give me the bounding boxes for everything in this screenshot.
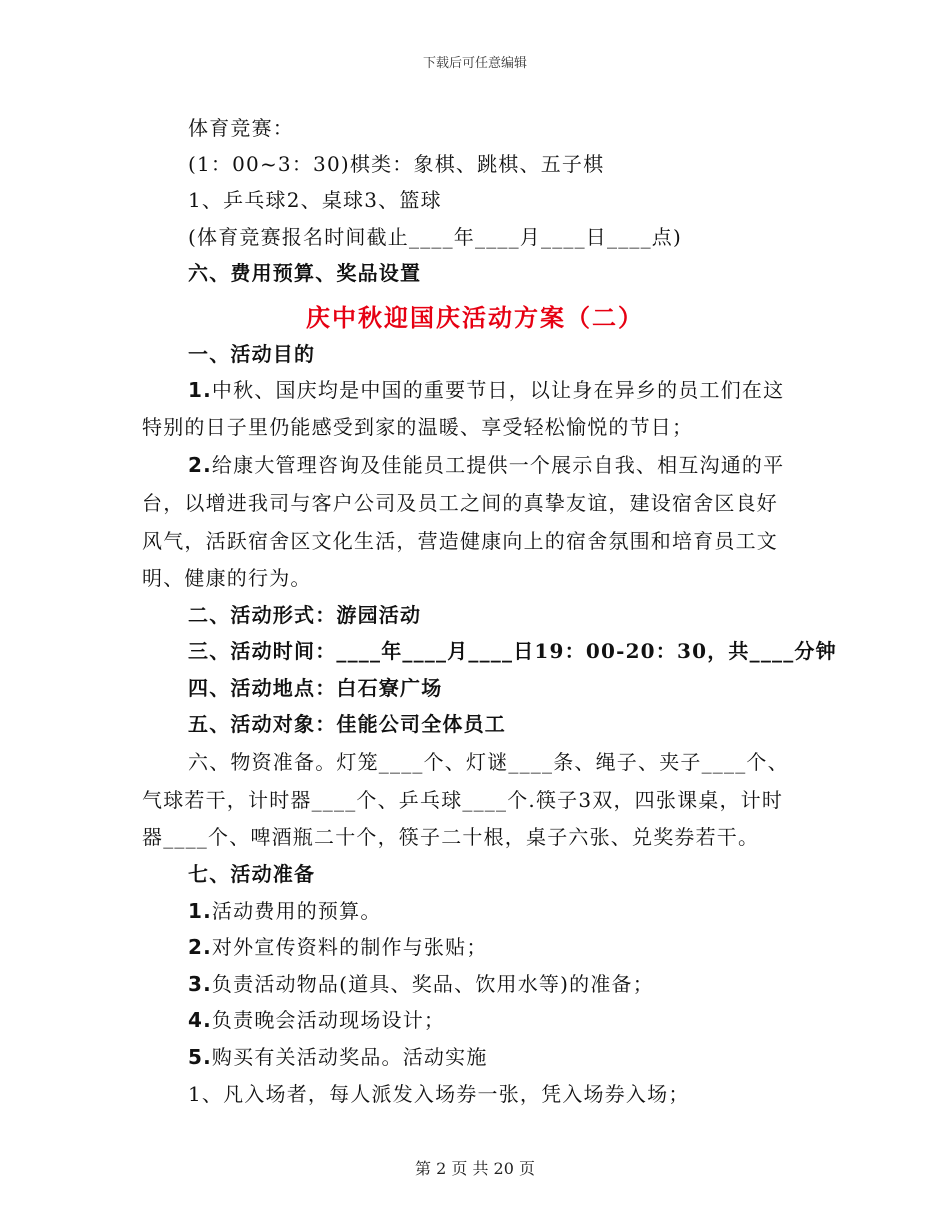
section-heading: 六、费用预算、奖品设置 [188, 261, 422, 285]
list-item-text: 对外宣传资料的制作与张贴； [211, 935, 488, 959]
paragraph-text: 给康大管理咨询及佳能员工提供一个展示自我、相互沟通的平 [211, 453, 785, 477]
item-number: 4. [188, 1008, 212, 1032]
text-line: (1：00~3：30)棋类：象棋、跳棋、五子棋 [188, 152, 605, 176]
paragraph-line: 台，以增进我司与客户公司及员工之间的真挚友谊，建设宿舍区良好 [142, 491, 778, 515]
page-header-note: 下载后可任意编辑 [422, 56, 527, 71]
list-item [188, 933, 488, 961]
document-title: 庆中秋迎国庆活动方案（二） [306, 303, 644, 332]
item-number: 2. [188, 453, 212, 477]
item-number: 5. [188, 1045, 212, 1069]
paragraph-line: 六、物资准备。灯笼____个、灯谜____条、绳子、夹子____个、 [188, 750, 789, 774]
list-item-text: 活动费用的预算。 [211, 899, 382, 923]
text-line: 1、乒乓球2、桌球3、篮球 [188, 188, 442, 212]
text-line: (体育竞赛报名时间截止____年____月____日____点) [188, 225, 683, 249]
paragraph-line: 风气，活跃宿舍区文化生活，营造健康向上的宿舍氛围和培育员工文 [142, 529, 778, 553]
list-item [188, 1043, 488, 1071]
paragraph-line [188, 451, 784, 479]
paragraph-text: 中秋、国庆均是中国的重要节日，以让身在异乡的员工们在这 [211, 378, 785, 402]
text-line: 体育竞赛： [188, 116, 294, 140]
item-number: 1. [188, 378, 212, 402]
paragraph-line: 明、健康的行为。 [142, 566, 312, 590]
section-heading: 五、活动对象：佳能公司全体员工 [188, 712, 506, 736]
section-heading: 三、活动时间：____年____月____日19：00-20：30，共____分钟 [188, 639, 837, 663]
item-number: 2. [188, 935, 212, 959]
list-item [188, 970, 654, 998]
paragraph-line [188, 376, 784, 404]
list-item-text: 负责晚会活动现场设计； [211, 1008, 446, 1032]
list-item: 1、凡入场者，每人派发入场券一张，凭入场券入场； [188, 1082, 690, 1106]
item-number: 1. [188, 899, 212, 923]
list-item [188, 897, 382, 925]
section-heading: 七、活动准备 [188, 862, 316, 886]
paragraph-line: 特别的日子里仍能感受到家的温暖、享受轻松愉悦的节日； [142, 415, 694, 439]
section-heading: 二、活动形式：游园活动 [188, 603, 422, 627]
list-item-text: 购买有关活动奖品。活动实施 [211, 1045, 488, 1069]
page-number-footer: 第 2 页 共 20 页 [415, 1159, 535, 1178]
section-heading: 一、活动目的 [188, 342, 316, 366]
section-heading: 四、活动地点：白石寮广场 [188, 676, 443, 700]
list-item-text: 负责活动物品(道具、奖品、饮用水等)的准备； [211, 972, 654, 996]
item-number: 3. [188, 972, 212, 996]
list-item [188, 1006, 445, 1034]
paragraph-line: 气球若干，计时器____个、乒乓球____个.筷子3双，四张课桌，计时 [142, 788, 784, 812]
paragraph-line: 器____个、啤酒瓶二十个，筷子二十根，桌子六张、兑奖券若干。 [142, 825, 760, 849]
